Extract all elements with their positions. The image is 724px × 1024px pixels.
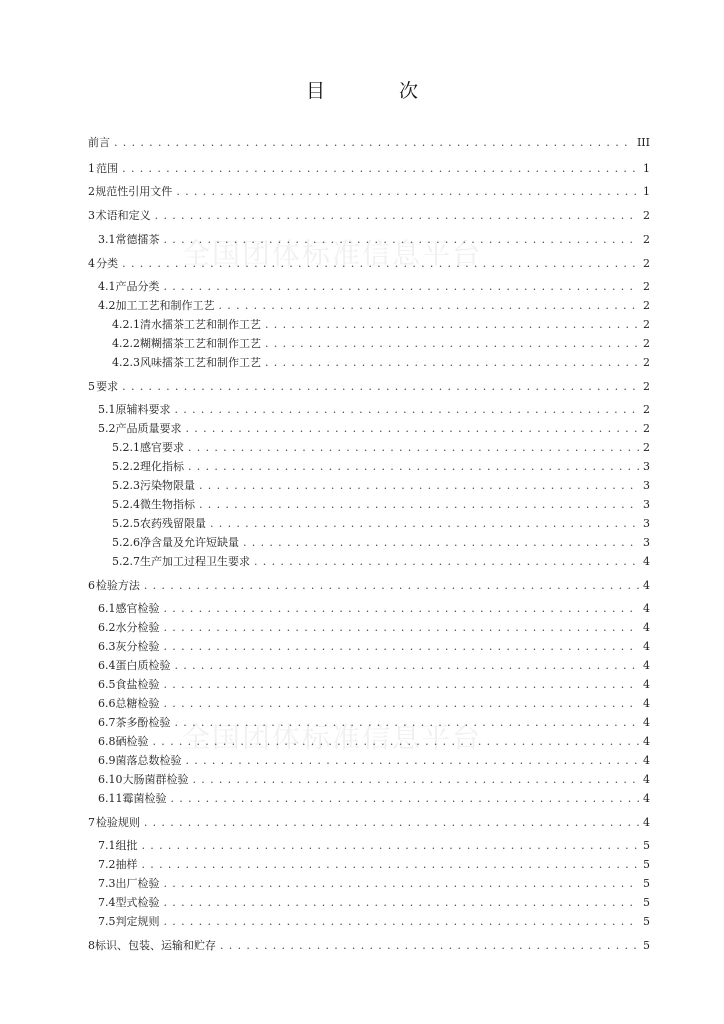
toc-entry-label: 大肠菌群检验 bbox=[122, 773, 189, 786]
toc-page-number: 3 bbox=[643, 498, 650, 511]
toc-entry-label: 范围 bbox=[96, 162, 119, 175]
toc-page-number: III bbox=[636, 136, 650, 149]
toc-page-number: 5 bbox=[643, 839, 650, 852]
toc-entry-label: 标识、包装、运输和贮存 bbox=[95, 939, 216, 952]
toc-dot-leader bbox=[175, 715, 640, 731]
toc-dot-leader bbox=[155, 208, 639, 224]
toc-dot-leader bbox=[164, 677, 640, 693]
toc-entry[interactable] bbox=[88, 578, 650, 594]
toc-entry-number: 2 bbox=[88, 185, 95, 198]
toc-page-number: 2 bbox=[643, 337, 650, 350]
toc-entry[interactable] bbox=[88, 135, 650, 151]
toc-entry-label: 型式检验 bbox=[115, 896, 160, 909]
toc-entry[interactable] bbox=[98, 753, 650, 769]
toc-entry-label: 生产加工过程卫生要求 bbox=[140, 555, 250, 568]
toc-page-number: 5 bbox=[643, 915, 650, 928]
toc-entry[interactable] bbox=[98, 620, 650, 636]
toc-entry[interactable] bbox=[88, 208, 650, 224]
toc-entry-label: 风味擂茶工艺和制作工艺 bbox=[140, 356, 261, 369]
toc-entry-label: 茶多酚检验 bbox=[115, 716, 171, 729]
toc-page-number: 3 bbox=[643, 479, 650, 492]
toc-entry-label: 净含量及允许短缺量 bbox=[140, 536, 239, 549]
toc-page-number: 4 bbox=[643, 697, 650, 710]
toc-entry-number: 7.1 bbox=[98, 839, 116, 852]
toc-entry-label: 抽样 bbox=[115, 858, 138, 871]
toc-entry-label: 微生物指标 bbox=[140, 498, 195, 511]
toc-page-number: 2 bbox=[643, 257, 650, 270]
toc-entry-label: 规范性引用文件 bbox=[95, 185, 173, 198]
toc-dot-leader bbox=[122, 379, 639, 395]
toc-entry-label: 术语和定义 bbox=[95, 209, 151, 222]
toc-page-number: 4 bbox=[643, 773, 650, 786]
toc-entry-label: 蛋白质检验 bbox=[115, 659, 171, 672]
toc-entry-label: 清水擂茶工艺和制作工艺 bbox=[140, 318, 261, 331]
toc-dot-leader bbox=[164, 876, 640, 892]
toc-page-number: 4 bbox=[643, 678, 650, 691]
toc-page-number: 2 bbox=[643, 441, 650, 454]
toc-page-number: 3 bbox=[643, 460, 650, 473]
toc-entry-number: 5.2 bbox=[98, 422, 116, 435]
toc-entry-number: 3.1 bbox=[98, 233, 116, 246]
toc-entry-label: 加工工艺和制作工艺 bbox=[115, 299, 215, 312]
toc-dot-leader bbox=[164, 914, 640, 930]
toc-entry-number: 5.2.6 bbox=[112, 536, 140, 549]
watermark: 全国团体标准信息平台 bbox=[182, 237, 483, 270]
toc-entry-number: 4.1 bbox=[98, 280, 116, 293]
toc-entry-label: 总糖检验 bbox=[115, 697, 160, 710]
toc-entry-number: 5.1 bbox=[98, 403, 116, 416]
toc-dot-leader bbox=[142, 857, 640, 873]
toc-entry-label: 分类 bbox=[96, 257, 119, 270]
toc-dot-leader bbox=[265, 336, 639, 352]
toc-entry-number: 4 bbox=[88, 257, 95, 270]
toc-page-number: 4 bbox=[643, 579, 650, 592]
toc-entry-number: 4.2.1 bbox=[112, 318, 140, 331]
toc-dot-leader bbox=[142, 838, 640, 854]
toc-entry[interactable] bbox=[98, 232, 650, 248]
toc-entry-number: 7 bbox=[88, 816, 95, 829]
toc-dot-leader bbox=[164, 279, 640, 295]
toc-dot-leader bbox=[193, 772, 640, 788]
toc-dot-leader bbox=[164, 696, 640, 712]
toc-dot-leader bbox=[219, 298, 640, 314]
toc-entry-number: 5.2.1 bbox=[112, 441, 140, 454]
toc-dot-leader bbox=[199, 497, 639, 513]
toc-entry-label: 原辅料要求 bbox=[115, 403, 171, 416]
toc-page-number: 2 bbox=[643, 233, 650, 246]
toc-entry[interactable] bbox=[98, 791, 650, 807]
toc-entry-label: 检验方法 bbox=[95, 579, 140, 592]
toc-page-number: 4 bbox=[643, 555, 650, 568]
toc-entry[interactable] bbox=[112, 440, 650, 456]
toc-entry[interactable] bbox=[112, 355, 650, 371]
toc-entry-label: 农药残留限量 bbox=[140, 517, 206, 530]
toc-entry[interactable] bbox=[112, 535, 650, 551]
toc-page-number: 5 bbox=[643, 877, 650, 890]
toc-entry-number: 6.9 bbox=[98, 754, 116, 767]
toc-dot-leader bbox=[188, 440, 639, 456]
toc-entry[interactable] bbox=[112, 516, 650, 532]
toc-dot-leader bbox=[164, 232, 640, 248]
toc-entry-label: 检验规则 bbox=[95, 816, 140, 829]
toc-entry-number: 5.2.5 bbox=[112, 517, 140, 530]
toc-page-number: 5 bbox=[643, 858, 650, 871]
toc-entry-number: 5.2.3 bbox=[112, 479, 140, 492]
toc-page-number: 4 bbox=[643, 754, 650, 767]
toc-entry-number: 6.1 bbox=[98, 602, 116, 615]
toc-entry-label: 产品分类 bbox=[115, 280, 160, 293]
toc-page-number: 4 bbox=[643, 735, 650, 748]
toc-entry-label: 水分检验 bbox=[115, 621, 160, 634]
toc-entry[interactable] bbox=[98, 772, 650, 788]
toc-dot-leader bbox=[254, 554, 639, 570]
toc-dot-leader bbox=[122, 256, 639, 272]
toc-page-number: 4 bbox=[643, 816, 650, 829]
toc-dot-leader bbox=[220, 938, 639, 954]
toc-entry[interactable] bbox=[98, 838, 650, 854]
toc-page-number: 4 bbox=[643, 621, 650, 634]
toc-entry[interactable] bbox=[98, 914, 650, 930]
toc-entry-number: 5.2.2 bbox=[112, 460, 140, 473]
toc-entry-label: 食盐检验 bbox=[115, 678, 160, 691]
toc-entry[interactable] bbox=[88, 161, 650, 177]
toc-page-number: 2 bbox=[643, 380, 650, 393]
toc-page-number: 2 bbox=[643, 299, 650, 312]
toc-entry[interactable] bbox=[112, 478, 650, 494]
toc-entry-number: 6.8 bbox=[98, 735, 116, 748]
toc-entry-number: 7.3 bbox=[98, 877, 116, 890]
toc-entry-label: 常德擂茶 bbox=[115, 233, 160, 246]
toc-dot-leader bbox=[153, 734, 640, 750]
toc-entry-number: 1 bbox=[88, 162, 95, 175]
toc-dot-leader bbox=[114, 135, 633, 151]
toc-entry[interactable] bbox=[98, 876, 650, 892]
toc-entry[interactable] bbox=[112, 459, 650, 475]
page-title: 目 次 bbox=[305, 80, 453, 102]
toc-entry-number: 4.2 bbox=[98, 299, 116, 312]
toc-entry-number: 6 bbox=[88, 579, 95, 592]
toc-entry-number: 4.2.2 bbox=[112, 337, 140, 350]
toc-entry-label: 霉菌检验 bbox=[122, 792, 167, 805]
toc-dot-leader bbox=[164, 895, 640, 911]
toc-entry-label: 理化指标 bbox=[140, 460, 184, 473]
toc-entry-label: 菌落总数检验 bbox=[115, 754, 182, 767]
toc-page-number: 3 bbox=[643, 517, 650, 530]
toc-page-number: 4 bbox=[643, 659, 650, 672]
toc-page-number: 4 bbox=[643, 602, 650, 615]
toc-page-number: 1 bbox=[643, 185, 650, 198]
toc-page-number: 2 bbox=[643, 280, 650, 293]
toc-entry-number: 6.7 bbox=[98, 716, 116, 729]
toc-entry[interactable] bbox=[98, 857, 650, 873]
toc-dot-leader bbox=[265, 355, 639, 371]
toc-entry-number: 6.10 bbox=[98, 773, 123, 786]
toc-dot-leader bbox=[164, 620, 640, 636]
toc-entry[interactable] bbox=[98, 298, 650, 314]
toc-dot-leader bbox=[164, 601, 640, 617]
toc-entry[interactable] bbox=[98, 402, 650, 418]
toc-dot-leader bbox=[243, 535, 639, 551]
toc-entry[interactable] bbox=[98, 421, 650, 437]
toc-entry[interactable] bbox=[112, 336, 650, 352]
toc-entry-number: 7.2 bbox=[98, 858, 116, 871]
toc-entry-number: 5 bbox=[88, 380, 95, 393]
toc-dot-leader bbox=[265, 317, 639, 333]
toc-page-number: 5 bbox=[643, 896, 650, 909]
toc-entry[interactable] bbox=[88, 184, 650, 200]
toc-entry-number: 6.5 bbox=[98, 678, 116, 691]
toc-page-number: 3 bbox=[643, 536, 650, 549]
toc-entry[interactable] bbox=[88, 256, 650, 272]
toc-entry-number: 5.2.7 bbox=[112, 555, 140, 568]
toc-page-number: 4 bbox=[643, 640, 650, 653]
toc-dot-leader bbox=[171, 791, 640, 807]
toc-dot-leader bbox=[122, 161, 639, 177]
toc-entry[interactable] bbox=[112, 554, 650, 570]
toc-dot-leader bbox=[144, 815, 639, 831]
toc-entry-number: 6.11 bbox=[98, 792, 123, 805]
toc-dot-leader bbox=[144, 578, 639, 594]
toc-entry-label: 感官检验 bbox=[115, 602, 160, 615]
toc-entry-label: 要求 bbox=[96, 380, 119, 393]
toc-entry-number: 6.2 bbox=[98, 621, 116, 634]
toc-entry[interactable] bbox=[98, 895, 650, 911]
toc-entry-number: 7.5 bbox=[98, 915, 116, 928]
toc-entry[interactable] bbox=[98, 639, 650, 655]
toc-dot-leader bbox=[188, 459, 639, 475]
toc-entry[interactable] bbox=[98, 715, 650, 731]
toc-dot-leader bbox=[186, 753, 640, 769]
toc-entry[interactable] bbox=[98, 677, 650, 693]
toc-page-number: 2 bbox=[643, 422, 650, 435]
toc-dot-leader bbox=[186, 421, 640, 437]
toc-entry-label: 前言 bbox=[88, 136, 110, 149]
toc-entry[interactable] bbox=[112, 317, 650, 333]
toc-page-number: 4 bbox=[643, 716, 650, 729]
toc-entry-label: 灰分检验 bbox=[115, 640, 160, 653]
toc-entry-number: 6.4 bbox=[98, 659, 116, 672]
watermark: 全国团体标准信息平台 bbox=[182, 721, 483, 754]
toc-entry-number: 6.6 bbox=[98, 697, 116, 710]
toc-page-number: 2 bbox=[643, 209, 650, 222]
toc-entry[interactable] bbox=[98, 279, 650, 295]
toc-dot-leader bbox=[175, 658, 640, 674]
toc-page-number: 2 bbox=[643, 356, 650, 369]
toc-page-number: 2 bbox=[643, 403, 650, 416]
toc-entry[interactable] bbox=[98, 601, 650, 617]
toc-dot-leader bbox=[176, 184, 639, 200]
toc-dot-leader bbox=[199, 478, 639, 494]
toc-page-number: 2 bbox=[643, 318, 650, 331]
toc-page-number: 4 bbox=[643, 792, 650, 805]
toc-entry-number: 4.2.3 bbox=[112, 356, 140, 369]
toc-entry-label: 糊糊擂茶工艺和制作工艺 bbox=[140, 337, 261, 350]
toc-entry-number: 8 bbox=[88, 939, 95, 952]
toc-entry[interactable] bbox=[98, 696, 650, 712]
toc-page-number: 5 bbox=[643, 939, 650, 952]
toc-entry-label: 污染物限量 bbox=[140, 479, 195, 492]
toc-entry-label: 判定规则 bbox=[115, 915, 160, 928]
toc-entry-label: 产品质量要求 bbox=[115, 422, 182, 435]
toc-entry[interactable] bbox=[112, 497, 650, 513]
toc-entry-number: 5.2.4 bbox=[112, 498, 140, 511]
toc-dot-leader bbox=[175, 402, 640, 418]
toc-entry[interactable] bbox=[88, 938, 650, 954]
toc-page-number: 1 bbox=[643, 162, 650, 175]
toc-dot-leader bbox=[164, 639, 640, 655]
toc-dot-leader bbox=[210, 516, 639, 532]
toc-entry-label: 出厂检验 bbox=[115, 877, 160, 890]
toc-entry[interactable] bbox=[98, 658, 650, 674]
toc-entry-label: 硒检验 bbox=[115, 735, 149, 748]
toc-entry-label: 组批 bbox=[115, 839, 138, 852]
toc-entry[interactable] bbox=[98, 734, 650, 750]
toc-entry-number: 6.3 bbox=[98, 640, 116, 653]
toc-entry[interactable] bbox=[88, 379, 650, 395]
toc-entry-number: 7.4 bbox=[98, 896, 116, 909]
toc-entry-label: 感官要求 bbox=[140, 441, 184, 454]
toc-entry[interactable] bbox=[88, 815, 650, 831]
toc-entry-number: 3 bbox=[88, 209, 95, 222]
